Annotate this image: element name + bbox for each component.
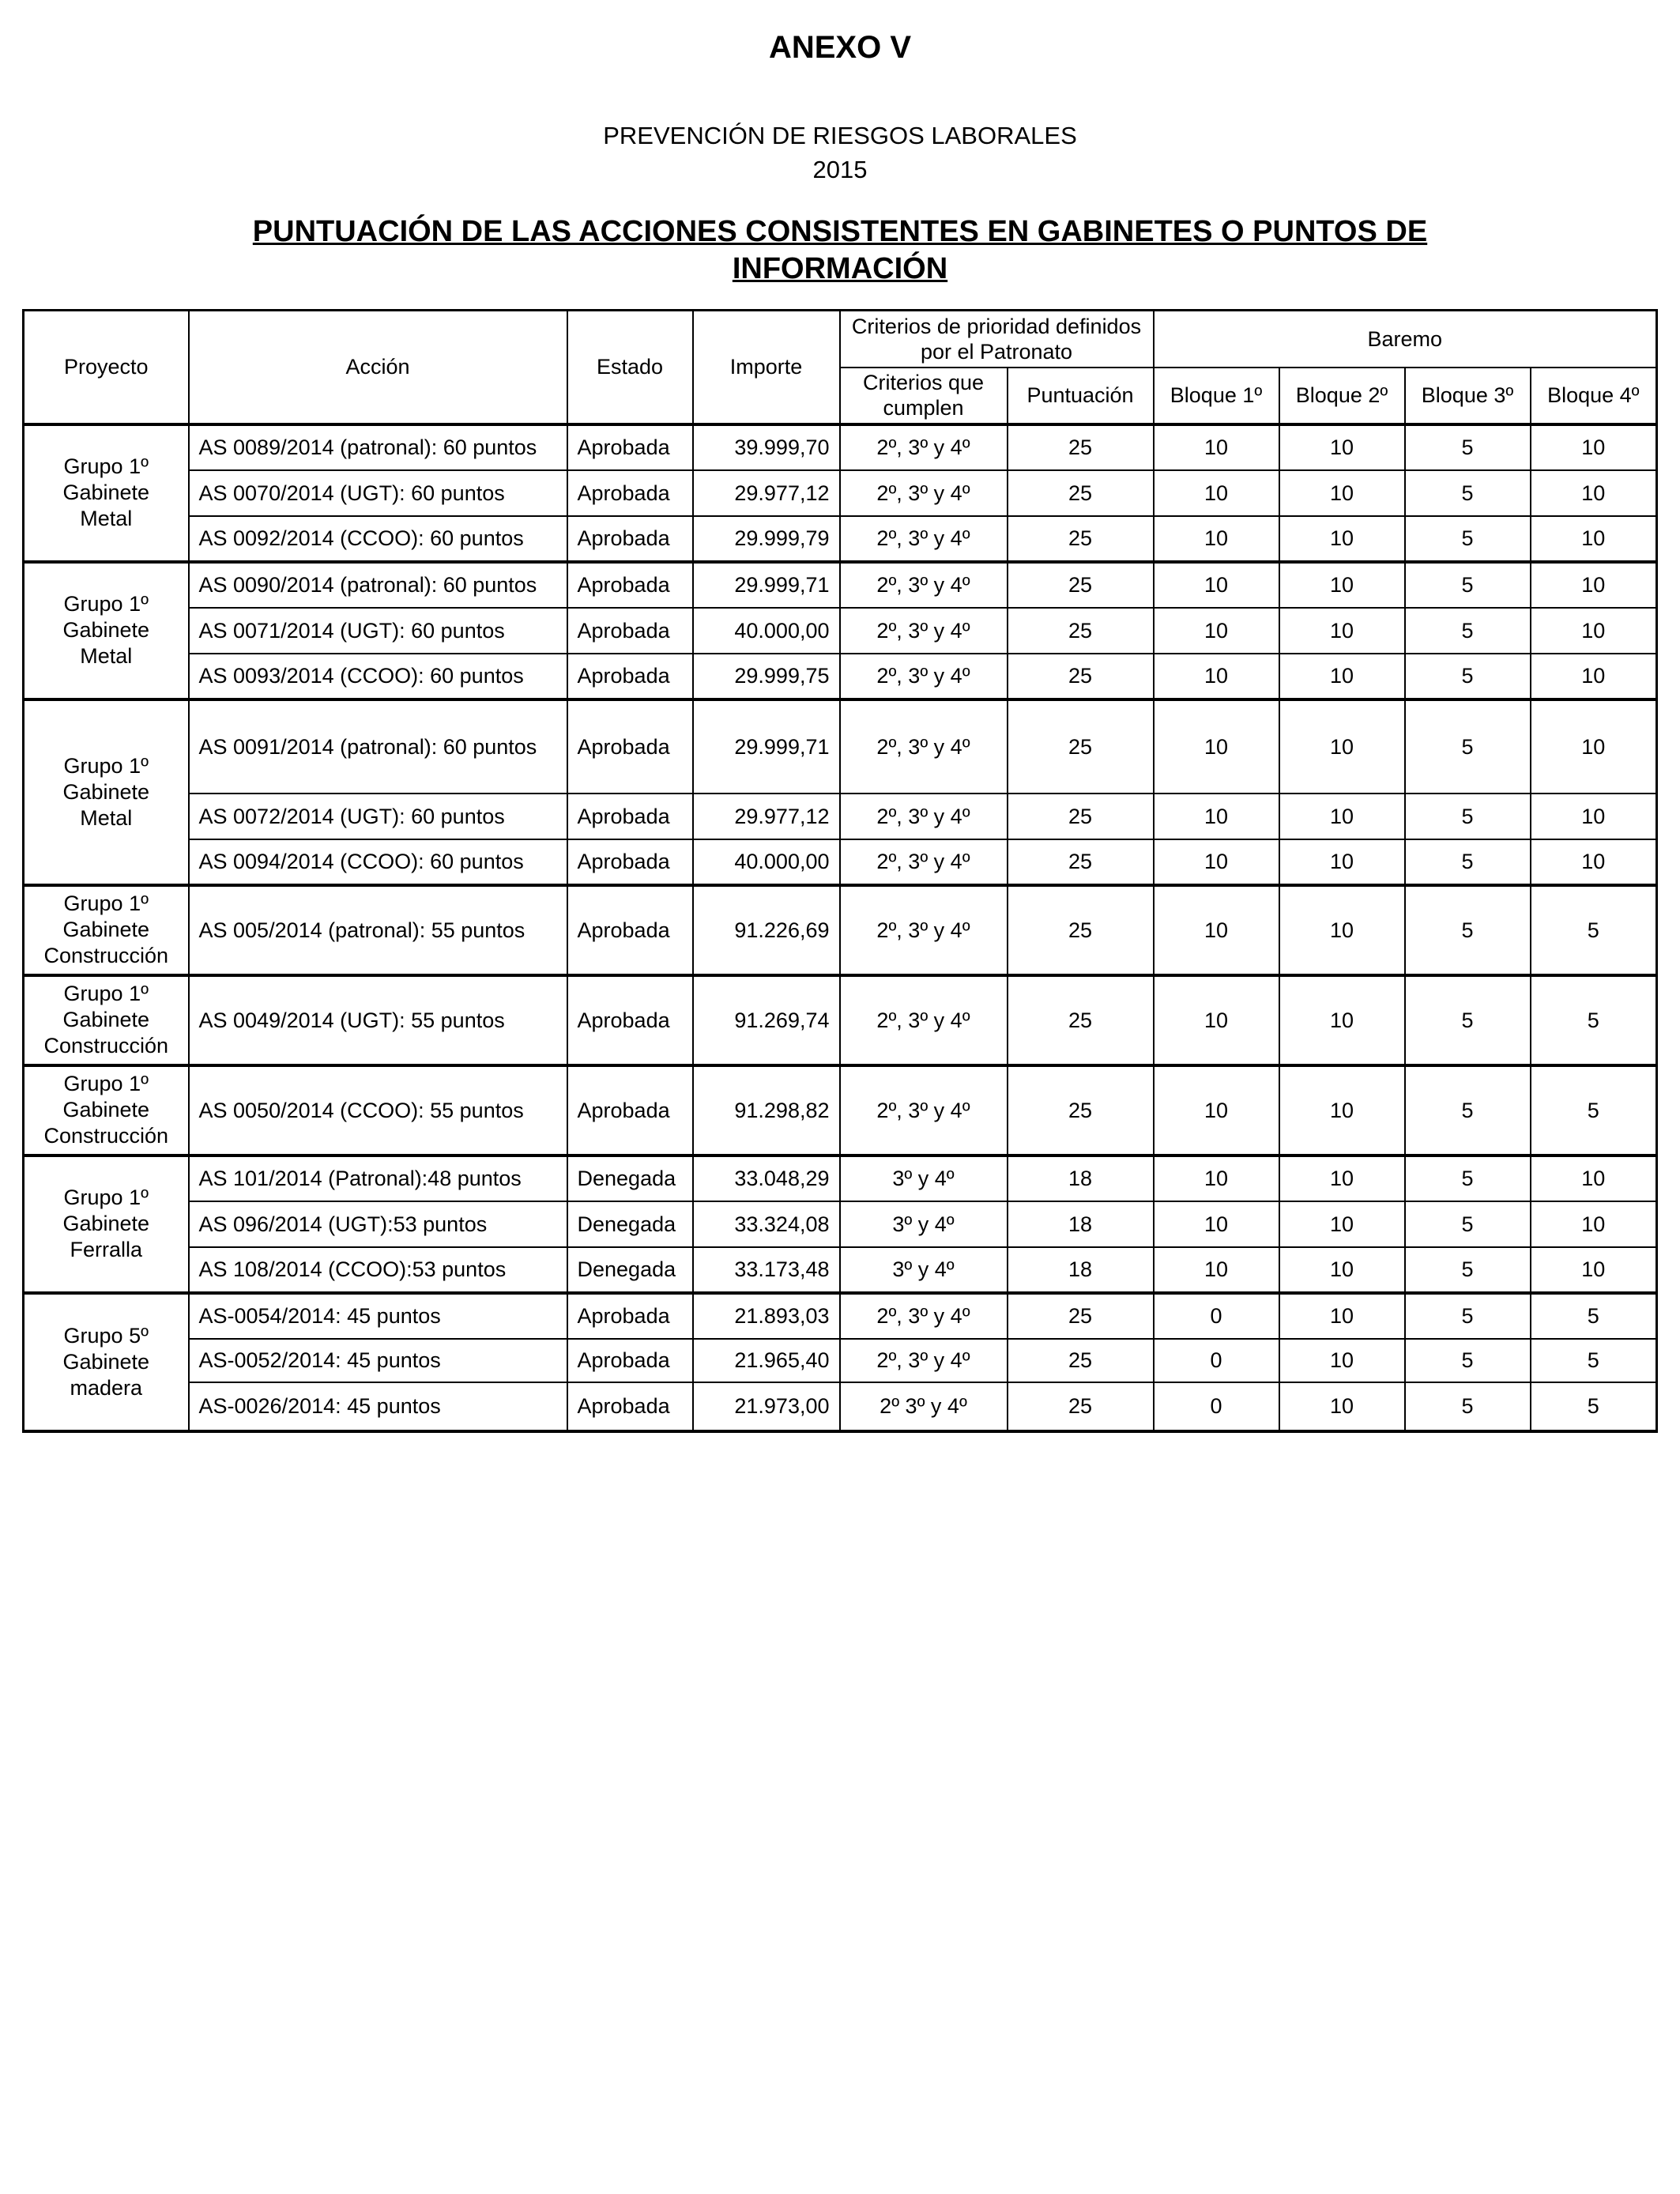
proyecto-line: Gabinete [62,618,150,642]
proyecto-line: Construcción [43,1034,169,1057]
cell-bloque-4: 5 [1531,975,1657,1065]
cell-estado: Aprobada [567,470,693,516]
cell-bloque-1: 0 [1154,1382,1279,1431]
cell-bloque-1: 10 [1154,424,1279,470]
cell-importe: 40.000,00 [693,608,840,654]
cell-bloque-1: 10 [1154,516,1279,562]
cell-importe: 33.324,08 [693,1201,840,1247]
table-row [24,794,1657,839]
cell-importe: 29.999,71 [693,562,840,608]
proyecto-line: Gabinete [62,1349,150,1374]
project-group [24,1155,1657,1293]
cell-bloque-3: 5 [1405,654,1531,699]
proyecto-line: Grupo 1º [63,982,149,1005]
col-header-bloque-3: Bloque 3º [1405,368,1531,424]
proyecto-line: Gabinete [62,779,150,804]
cell-puntuacion: 18 [1008,1247,1154,1293]
cell-bloque-1: 10 [1154,1201,1279,1247]
proyecto-line: Metal [80,507,133,530]
cell-puntuacion: 25 [1008,608,1154,654]
cell-bloque-2: 10 [1279,794,1405,839]
cell-criterios: 2º, 3º y 4º [840,608,1008,654]
cell-bloque-3: 5 [1405,1382,1531,1431]
table-row [24,1155,1657,1201]
cell-bloque-3: 5 [1405,1155,1531,1201]
cell-bloque-1: 10 [1154,1065,1279,1155]
cell-importe: 29.977,12 [693,470,840,516]
cell-bloque-3: 5 [1405,470,1531,516]
main-title: PUNTUACIÓN DE LAS ACCIONES CONSISTENTES EN GABINETES O PUNTOS DE INFORMACIÓN [252,215,1428,285]
cell-proyecto [24,885,189,975]
project-group [24,562,1657,699]
cell-estado: Aprobada [567,1339,693,1382]
cell-puntuacion: 25 [1008,470,1154,516]
col-header-bloque-4: Bloque 4º [1531,368,1657,424]
table-row [24,424,1657,470]
table-header [24,311,1657,424]
cell-bloque-3: 5 [1405,794,1531,839]
cell-criterios: 2º, 3º y 4º [840,975,1008,1065]
cell-bloque-4: 10 [1531,424,1657,470]
proyecto-line: Construcción [43,1124,169,1148]
table-row [24,516,1657,562]
cell-accion: AS 0070/2014 (UGT): 60 puntos [189,470,567,516]
table-row [24,1339,1657,1382]
cell-proyecto [24,1293,189,1431]
score-table [22,309,1658,1433]
cell-importe: 33.048,29 [693,1155,840,1201]
col-header-puntuacion: Puntuación [1008,368,1154,424]
cell-bloque-2: 10 [1279,839,1405,885]
cell-bloque-1: 0 [1154,1293,1279,1339]
cell-bloque-2: 10 [1279,1201,1405,1247]
cell-estado: Aprobada [567,975,693,1065]
cell-accion: AS 0071/2014 (UGT): 60 puntos [189,608,567,654]
cell-bloque-1: 10 [1154,562,1279,608]
cell-criterios: 3º y 4º [840,1247,1008,1293]
cell-puntuacion: 25 [1008,516,1154,562]
table-row [24,1201,1657,1247]
cell-criterios: 2º, 3º y 4º [840,885,1008,975]
cell-accion: AS 0072/2014 (UGT): 60 puntos [189,794,567,839]
cell-estado: Aprobada [567,424,693,470]
proyecto-line: Metal [80,644,133,668]
proyecto-line: Ferralla [70,1238,143,1261]
cell-accion: AS-0026/2014: 45 puntos [189,1382,567,1431]
cell-bloque-2: 10 [1279,1065,1405,1155]
cell-bloque-4: 10 [1531,1201,1657,1247]
cell-puntuacion: 25 [1008,654,1154,699]
cell-bloque-4: 5 [1531,885,1657,975]
col-header-estado: Estado [567,311,693,424]
cell-estado: Aprobada [567,885,693,975]
cell-bloque-1: 10 [1154,1155,1279,1201]
proyecto-line: madera [70,1375,143,1400]
cell-puntuacion: 25 [1008,1065,1154,1155]
cell-bloque-2: 10 [1279,470,1405,516]
proyecto-line: Construcción [43,944,169,967]
proyecto-line: Gabinete [62,1098,150,1122]
cell-importe: 29.999,79 [693,516,840,562]
table-row [24,470,1657,516]
cell-puntuacion: 25 [1008,839,1154,885]
proyecto-line: Grupo 1º [63,592,149,616]
proyecto-line: Gabinete [62,1212,150,1235]
cell-criterios: 2º, 3º y 4º [840,839,1008,885]
cell-bloque-4: 10 [1531,1247,1657,1293]
cell-bloque-2: 10 [1279,1155,1405,1201]
project-group [24,1065,1657,1155]
cell-bloque-4: 5 [1531,1382,1657,1431]
cell-criterios: 3º y 4º [840,1155,1008,1201]
cell-accion: AS 0089/2014 (patronal): 60 puntos [189,424,567,470]
cell-bloque-1: 10 [1154,1247,1279,1293]
cell-bloque-1: 10 [1154,699,1279,794]
cell-accion: AS-0052/2014: 45 puntos [189,1339,567,1382]
cell-bloque-1: 10 [1154,654,1279,699]
table-row [24,885,1657,975]
cell-bloque-2: 10 [1279,975,1405,1065]
cell-criterios: 2º, 3º y 4º [840,699,1008,794]
cell-bloque-2: 10 [1279,1293,1405,1339]
cell-puntuacion: 25 [1008,1382,1154,1431]
cell-accion: AS 101/2014 (Patronal):48 puntos [189,1155,567,1201]
cell-importe: 91.298,82 [693,1065,840,1155]
cell-criterios: 2º, 3º y 4º [840,794,1008,839]
cell-bloque-3: 5 [1405,1293,1531,1339]
cell-bloque-2: 10 [1279,885,1405,975]
cell-puntuacion: 25 [1008,699,1154,794]
cell-estado: Denegada [567,1201,693,1247]
cell-puntuacion: 18 [1008,1201,1154,1247]
col-header-baremo-group: Baremo [1154,311,1657,368]
proyecto-line: Grupo 1º [63,1072,149,1095]
table-row [24,975,1657,1065]
project-group [24,1293,1657,1431]
cell-bloque-1: 10 [1154,975,1279,1065]
cell-importe: 21.893,03 [693,1293,840,1339]
cell-accion: AS 0091/2014 (patronal): 60 puntos [189,699,567,794]
cell-accion: AS 005/2014 (patronal): 55 puntos [189,885,567,975]
cell-accion: AS 0050/2014 (CCOO): 55 puntos [189,1065,567,1155]
cell-proyecto [24,699,189,885]
cell-importe: 21.973,00 [693,1382,840,1431]
cell-criterios: 2º 3º y 4º [840,1382,1008,1431]
cell-estado: Aprobada [567,1382,693,1431]
proyecto-line: Grupo 1º [63,454,149,478]
cell-criterios: 3º y 4º [840,1201,1008,1247]
cell-puntuacion: 25 [1008,1293,1154,1339]
col-header-bloque-2: Bloque 2º [1279,368,1405,424]
table-row [24,839,1657,885]
cell-bloque-4: 10 [1531,470,1657,516]
cell-accion: AS 0093/2014 (CCOO): 60 puntos [189,654,567,699]
cell-bloque-2: 10 [1279,1382,1405,1431]
cell-estado: Aprobada [567,516,693,562]
proyecto-line: Grupo 1º [63,1186,149,1209]
cell-accion: AS 096/2014 (UGT):53 puntos [189,1201,567,1247]
cell-puntuacion: 25 [1008,1339,1154,1382]
cell-importe: 39.999,70 [693,424,840,470]
cell-importe: 29.999,71 [693,699,840,794]
col-header-accion: Acción [189,311,567,424]
project-group [24,424,1657,562]
cell-bloque-2: 10 [1279,1247,1405,1293]
cell-criterios: 2º, 3º y 4º [840,1065,1008,1155]
cell-criterios: 2º, 3º y 4º [840,424,1008,470]
cell-bloque-2: 10 [1279,1339,1405,1382]
project-group [24,885,1657,975]
cell-proyecto [24,424,189,562]
cell-bloque-3: 5 [1405,608,1531,654]
cell-bloque-3: 5 [1405,1339,1531,1382]
cell-accion: AS-0054/2014: 45 puntos [189,1293,567,1339]
cell-estado: Aprobada [567,839,693,885]
cell-importe: 29.977,12 [693,794,840,839]
cell-estado: Denegada [567,1155,693,1201]
cell-estado: Aprobada [567,654,693,699]
cell-bloque-2: 10 [1279,424,1405,470]
cell-bloque-4: 10 [1531,839,1657,885]
proyecto-line: Grupo 1º [63,892,149,915]
cell-estado: Aprobada [567,1065,693,1155]
cell-puntuacion: 25 [1008,424,1154,470]
cell-importe: 40.000,00 [693,839,840,885]
cell-proyecto [24,562,189,699]
cell-proyecto [24,975,189,1065]
cell-criterios: 2º, 3º y 4º [840,654,1008,699]
cell-bloque-2: 10 [1279,699,1405,794]
cell-estado: Denegada [567,1247,693,1293]
cell-bloque-3: 5 [1405,1201,1531,1247]
cell-importe: 33.173,48 [693,1247,840,1293]
cell-estado: Aprobada [567,794,693,839]
cell-estado: Aprobada [567,1293,693,1339]
cell-bloque-3: 5 [1405,516,1531,562]
proyecto-line: Metal [80,805,133,830]
cell-importe: 91.226,69 [693,885,840,975]
cell-puntuacion: 25 [1008,885,1154,975]
cell-bloque-4: 10 [1531,699,1657,794]
col-header-criterios-group: Criterios de prioridad definidos por el Patronato [840,311,1154,368]
document-subtitle: PREVENCIÓN DE RIESGOS LABORALES [603,122,1077,149]
cell-puntuacion: 18 [1008,1155,1154,1201]
cell-accion: AS 0049/2014 (UGT): 55 puntos [189,975,567,1065]
document-year: 2015 [812,156,868,183]
table-row [24,699,1657,794]
table-row [24,1247,1657,1293]
table-row [24,1065,1657,1155]
cell-importe: 91.269,74 [693,975,840,1065]
cell-bloque-4: 10 [1531,654,1657,699]
cell-accion: AS 108/2014 (CCOO):53 puntos [189,1247,567,1293]
cell-bloque-3: 5 [1405,1065,1531,1155]
cell-bloque-4: 5 [1531,1065,1657,1155]
cell-proyecto [24,1155,189,1293]
proyecto-line: Gabinete [62,481,150,504]
table-row [24,562,1657,608]
cell-bloque-1: 10 [1154,608,1279,654]
cell-importe: 21.965,40 [693,1339,840,1382]
cell-bloque-1: 10 [1154,885,1279,975]
cell-bloque-3: 5 [1405,975,1531,1065]
proyecto-line: Gabinete [62,918,150,941]
cell-estado: Aprobada [567,699,693,794]
proyecto-line: Gabinete [62,1008,150,1031]
cell-bloque-4: 10 [1531,516,1657,562]
cell-criterios: 2º, 3º y 4º [840,562,1008,608]
cell-bloque-4: 5 [1531,1339,1657,1382]
table-row [24,1382,1657,1431]
cell-bloque-3: 5 [1405,699,1531,794]
cell-bloque-3: 5 [1405,562,1531,608]
cell-importe: 29.999,75 [693,654,840,699]
cell-bloque-4: 10 [1531,562,1657,608]
table-row [24,1293,1657,1339]
cell-puntuacion: 25 [1008,794,1154,839]
cell-bloque-2: 10 [1279,562,1405,608]
proyecto-line: Grupo 1º [63,753,149,778]
cell-bloque-1: 10 [1154,470,1279,516]
cell-bloque-2: 10 [1279,516,1405,562]
table-row [24,654,1657,699]
cell-bloque-2: 10 [1279,654,1405,699]
cell-accion: AS 0090/2014 (patronal): 60 puntos [189,562,567,608]
cell-puntuacion: 25 [1008,975,1154,1065]
cell-estado: Aprobada [567,562,693,608]
col-header-bloque-1: Bloque 1º [1154,368,1279,424]
cell-bloque-4: 5 [1531,1293,1657,1339]
col-header-proyecto: Proyecto [24,311,189,424]
cell-estado: Aprobada [567,608,693,654]
cell-bloque-3: 5 [1405,885,1531,975]
annex-title: ANEXO V [768,30,912,65]
cell-puntuacion: 25 [1008,562,1154,608]
cell-bloque-1: 10 [1154,794,1279,839]
project-group [24,975,1657,1065]
cell-bloque-4: 10 [1531,794,1657,839]
cell-accion: AS 0094/2014 (CCOO): 60 puntos [189,839,567,885]
col-header-importe: Importe [693,311,840,424]
cell-bloque-3: 5 [1405,424,1531,470]
cell-bloque-1: 0 [1154,1339,1279,1382]
cell-bloque-4: 10 [1531,1155,1657,1201]
cell-criterios: 2º, 3º y 4º [840,1293,1008,1339]
project-group [24,699,1657,885]
proyecto-line: Grupo 5º [63,1323,149,1348]
cell-bloque-3: 5 [1405,839,1531,885]
cell-criterios: 2º, 3º y 4º [840,516,1008,562]
cell-criterios: 2º, 3º y 4º [840,470,1008,516]
cell-bloque-4: 10 [1531,608,1657,654]
cell-bloque-2: 10 [1279,608,1405,654]
cell-bloque-1: 10 [1154,839,1279,885]
cell-accion: AS 0092/2014 (CCOO): 60 puntos [189,516,567,562]
table-row [24,608,1657,654]
cell-criterios: 2º, 3º y 4º [840,1339,1008,1382]
cell-proyecto [24,1065,189,1155]
col-header-criterios-cumplen: Criterios que cumplen [840,368,1008,424]
cell-bloque-3: 5 [1405,1247,1531,1293]
